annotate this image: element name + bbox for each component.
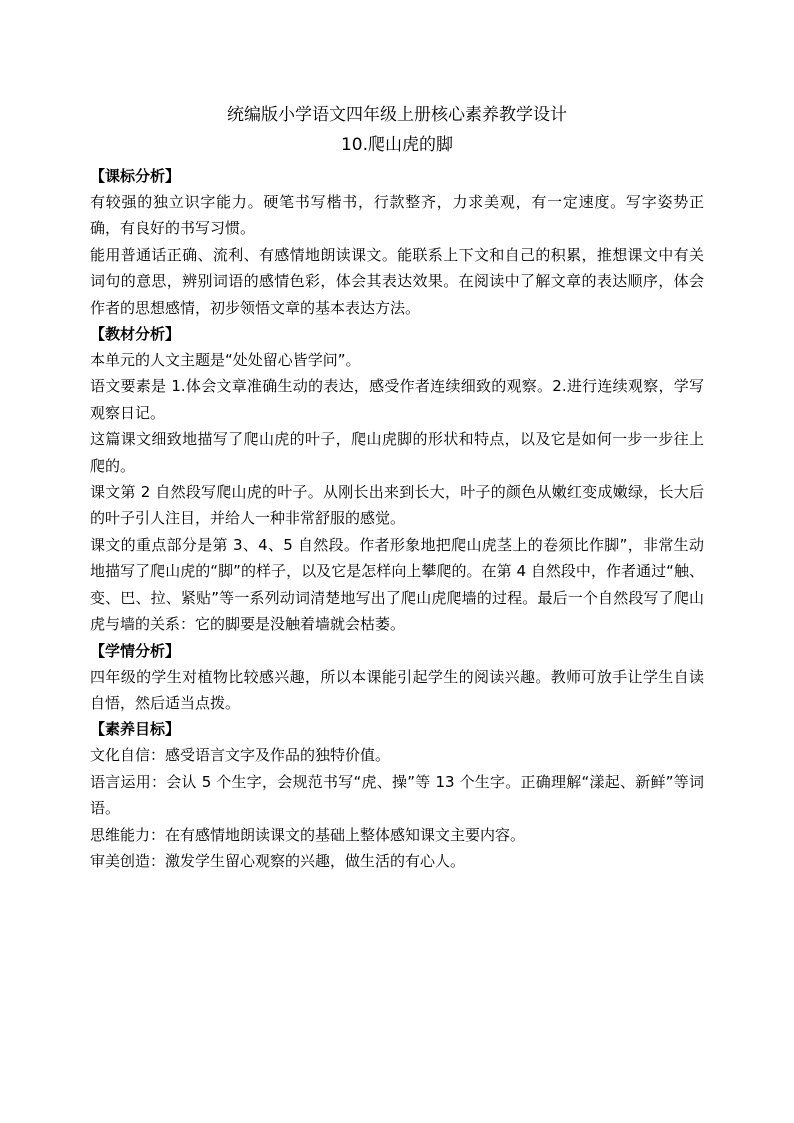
section-heading: 【学情分析】 (90, 641, 181, 660)
section-heading: 【素养目标】 (90, 720, 181, 739)
document-page (90, 101, 704, 874)
section-student-analysis (90, 638, 704, 717)
section-heading: 【课标分析】 (90, 167, 181, 185)
paragraph: 文化自信：感受语言文字及作品的独特价值。 (90, 746, 391, 765)
paragraph: 四年级的学生对植物比较感兴趣，所以本课能引起学生的阅读兴趣。教师可放手让学生自读自悟，然后适当点拨。 (90, 667, 704, 712)
lesson-title: 10.爬山虎的脚 (340, 135, 454, 155)
paragraph: 课文第 2 自然段写爬山虎的叶子。从刚长出来到长大，叶子的颜色从嫩红变成嫩绿，长大后的叶子引人注目，并给人一种非常舒服的感觉。 (90, 483, 704, 528)
paragraph: 有较强的独立识字能力。硬笔书写楷书，行款整齐，力求美观，有一定速度。写字姿势正确，有良好的书写习惯。 (90, 193, 704, 238)
paragraph: 课文的重点部分是第 3、4、5 自然段。作者形象地把爬山虎茎上的卷须比作脚”，非常生动地描写了爬山虎的“脚”的样子，以及它是怎样向上攀爬的。在第 4 自然段中，作者通过“触、变、巴、拉、紧贴”等一系列动词清楚地写出了爬山虎爬墙的过程。最后一个自然段写了爬山虎与墙的关系：它的脚要是没触着墙就会枯萎。 (90, 535, 704, 634)
section-curriculum-analysis (90, 163, 704, 321)
paragraph: 能用普通话正确、流利、有感情地朗读课文。能联系上下文和自己的积累，推想课文中有关词句的意思，辨别词语的感情色彩，体会其表达效果。在阅读中了解文章的表达顺序，体会作者的思想感情，初步领悟文章的基本表达方法。 (90, 245, 704, 317)
paragraph: 语言运用：会认 5 个生字，会规范书写“虎、操”等 13 个生字。正确理解“漾起、新鲜”等词语。 (90, 772, 704, 818)
section-heading: 【教材分析】 (90, 325, 181, 344)
paragraph: 这篇课文细致地描写了爬山虎的叶子，爬山虎脚的形状和特点，以及它是如何一步一步往上爬的。 (90, 430, 704, 475)
section-textbook-analysis (90, 321, 704, 637)
document-title: 统编版小学语文四年级上册核心素养教学设计 (227, 105, 567, 125)
paragraph: 思维能力：在有感情地朗读课文的基础上整体感知课文主要内容。 (90, 825, 526, 844)
paragraph: 审美创造：激发学生留心观察的兴趣，做生活的有心人。 (90, 851, 466, 870)
paragraph: 语文要素是 1.体会文章准确生动的表达，感受作者连续细致的观察。2.进行连续观察，学写观察日记。 (90, 377, 704, 422)
paragraph: 本单元的人文主题是“处处留心皆学问”。 (90, 351, 361, 370)
section-literacy-goals (90, 716, 704, 874)
